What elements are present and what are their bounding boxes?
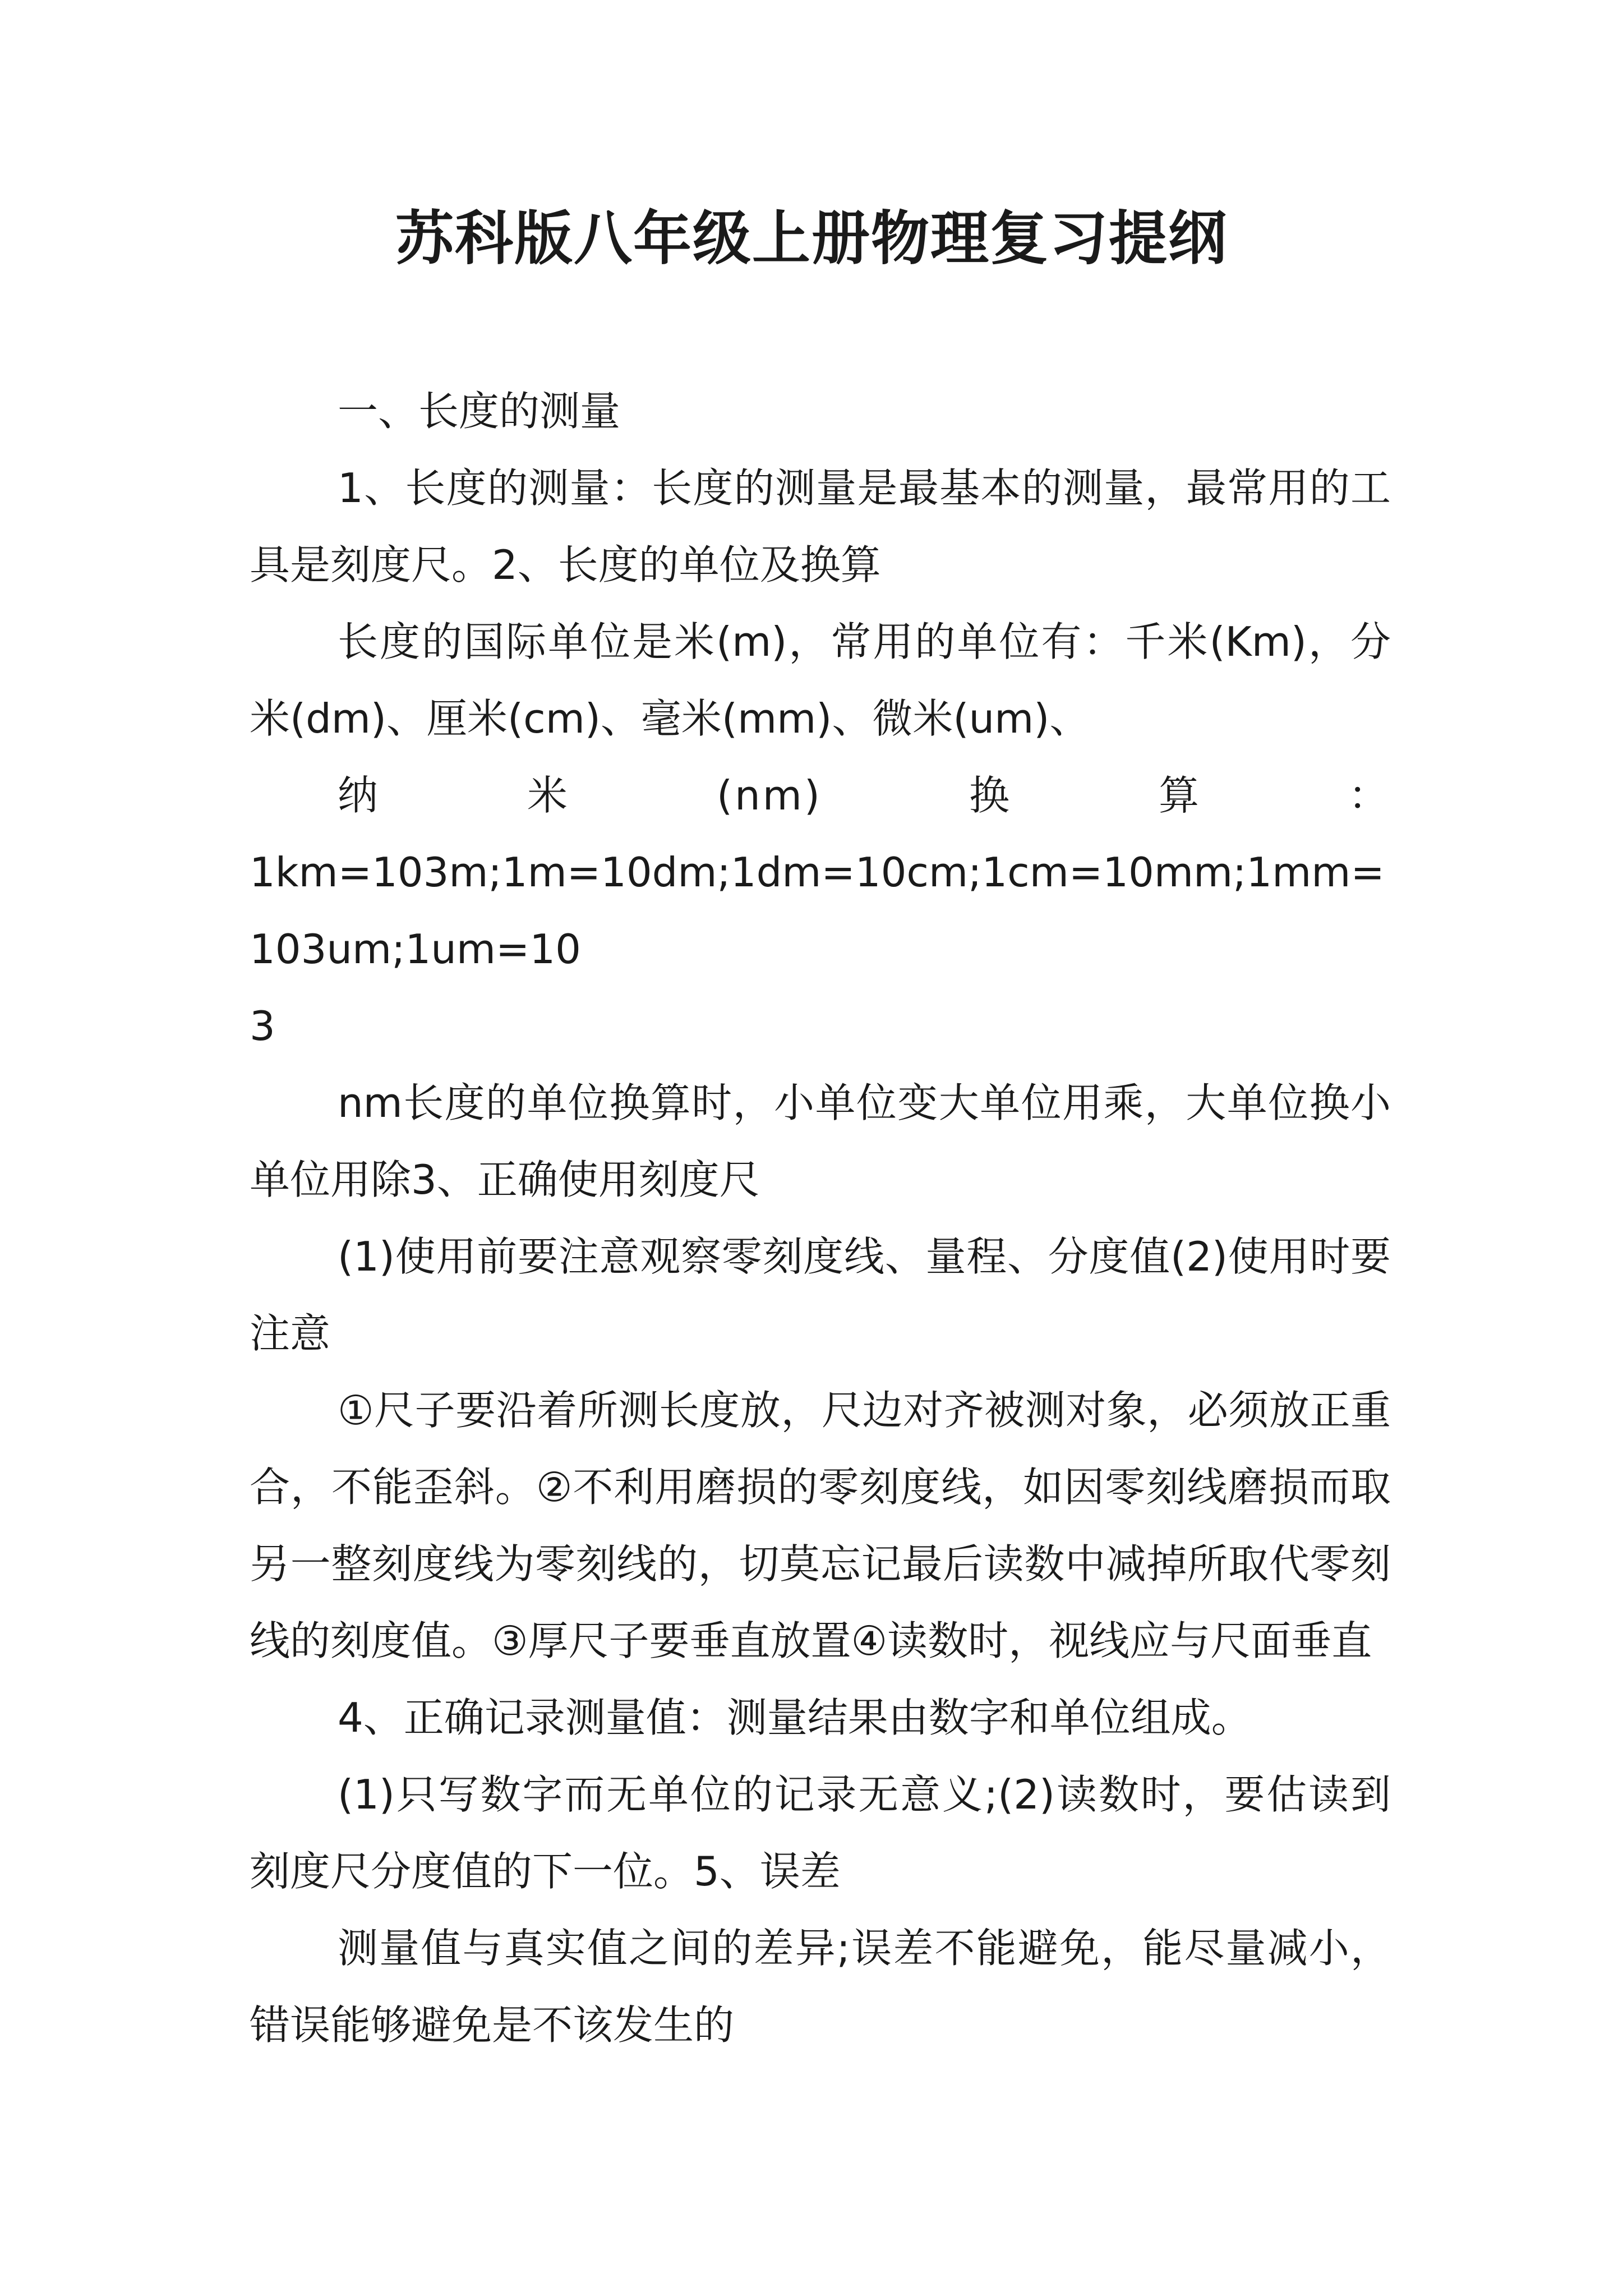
document-body [250, 373, 1391, 2064]
paragraph-conversion-formulas: 1km=103m;1m=10dm;1dm=10cm;1cm=10mm;1mm=103um;1um=10 [250, 849, 1385, 973]
paragraph-nanometer-conversion: 纳 米 (nm) 换 算 ： [338, 772, 1391, 819]
paragraph-recording-values: 4、正确记录测量值：测量结果由数字和单位组成。 [338, 1694, 1252, 1741]
paragraph-recording-rules: (1)只写数字而无单位的记录无意义;(2)读数时，要估读到刻度尺分度值的下一位。5、误差 [250, 1771, 1391, 1895]
paragraph-ruler-usage: (1)使用前要注意观察零刻度线、量程、分度值(2)使用时要注意 [250, 1233, 1391, 1357]
document-title: 苏科版八年级上册物理复习提纲 [395, 204, 1228, 273]
paragraph-length-measurement: 1、长度的测量：长度的测量是最基本的测量，最常用的工具是刻度尺。2、长度的单位及换算 [250, 464, 1391, 588]
paragraph-unit-conversion-rule: nm长度的单位换算时，小单位变大单位用乘，大单位换小单位用除3、正确使用刻度尺 [250, 1079, 1391, 1203]
paragraph-length-units: 长度的国际单位是米(m)，常用的单位有：千米(Km)，分米(dm)、厘米(cm)、毫米(mm)、微米(um)、 [250, 618, 1391, 742]
paragraph-conversion-formulas-cont: 3 [250, 1002, 275, 1050]
paragraph-ruler-notes: ①尺子要沿着所测长度放，尺边对齐被测对象，必须放正重合，不能歪斜。②不利用磨损的零刻度线，如因零刻线磨损而取另一整刻度线为零刻线的，切莫忘记最后读数中减掉所取代零刻线的刻度值。③厚尺子要垂直放置④读数时，视线应与尺面垂直 [250, 1387, 1391, 1664]
paragraph-section-heading: 一、长度的测量 [338, 388, 621, 435]
paragraph-error-definition: 测量值与真实值之间的差异;误差不能避免，能尽量减小，错误能够避免是不该发生的 [250, 1925, 1391, 2049]
